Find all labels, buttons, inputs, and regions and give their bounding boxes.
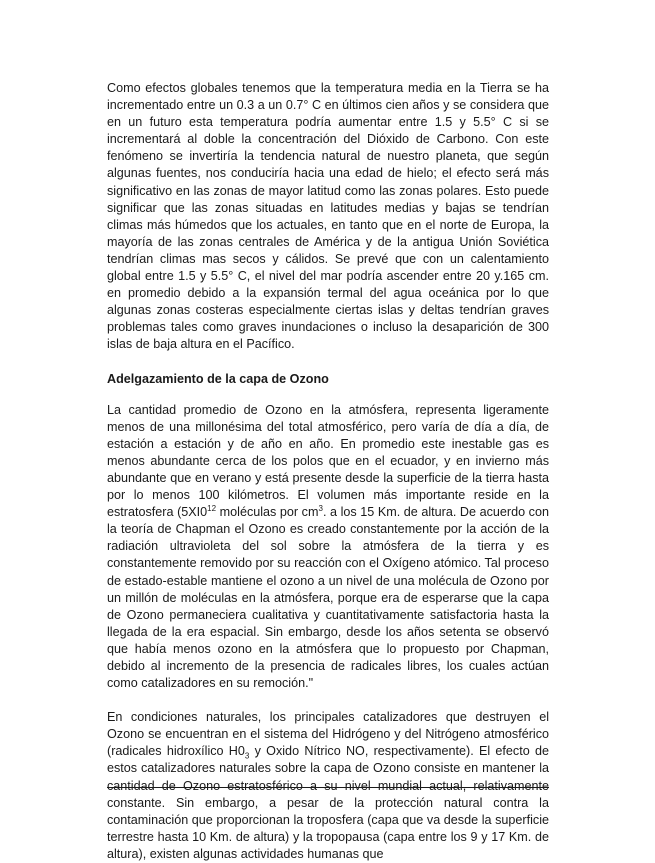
ozone-text-part1: La cantidad promedio de Ozono en la atmósfera, representa ligeramente menos de una millonésima del total atmosférico, pero varía de día a día, de estación a estación y de año en año. En promedio este inestable gas es menos abundante cerca de los polos que en el ecuador, y en invierno más abundante que en verano y está presente desde la superficie de la tierra hasta por lo menos 100 kilómetros. El volumen más importante reside en la estratosfera (5XI0 [107,402,549,520]
ozone-amount-paragraph [107,402,549,693]
document-page [107,80,549,863]
footnote-separator-line [107,787,549,788]
exponent-3: 3 [318,503,323,513]
ozone-text-part3: . a los 15 Km. de altura. De acuerdo con la teoría de Chapman el Ozono es creado constantemente por la acción de la radiación ultravioleta del sol sobre la atmósfera de la tierra y es constantemente removido por su reacción con el Oxígeno atómico. Tal proceso de estado-estable mantiene el ozono a un nivel de una molécula de Ozono por un millón de moléculas en la atmósfera, porque era de esperarse que la capa de Ozono permaneciera cualitativa y cuantitativamente satisfactoria hasta la llegada de la era espacial. Sin embargo, desde los años setenta se observó que había menos ozono en la atmósfera que lo propuesto por Chapman, debido al incremento de la presencia de radicales libres, los cuales actúan como catalizadores en su remoción." [107,505,549,691]
catalysts-text-part1: En condiciones naturales, los principales catalizadores que destruyen el Ozono se encuentran en el sistema del Hidrógeno y del Nitrógeno atmosférico (radicales hidroxílico H0 [107,710,549,759]
catalysts-text-part2: y Oxido Nítrico NO, respectivamente). El efecto de estos catalizadores naturales sobre la capa de Ozono consiste en mantener la cantidad de Ozono estratosférico a su nivel mundial actual, relativamente constante. Sin embargo, a pesar de la protección natural contra la contaminación que proporcionan la troposfera (capa que va desde la superficie terrestre hasta 10 Km. de altura) y la tropopausa (capa entre los 9 y 17 Km. de altura), existen algunas actividades humanas que [107,744,549,861]
section-heading: Adelgazamiento de la capa de Ozono [107,371,329,386]
global-effects-paragraph: Como efectos globales tenemos que la temperatura media en la Tierra se ha incrementado entre un 0.3 a un 0.7° C en últimos cien años y se considera que en un futuro esta temperatura podría aumentar entre 1.5 y 5.5° C si se incrementará al doble la concentración del Dióxido de Carbono. Con este fenómeno se invertiría la tendencia natural de nuestro planeta, que según algunas fuentes, nos conduciría hacia una edad de hielo; el efecto será más significativo en las zonas de mayor latitud como las zonas polares. Esto puede significar que las zonas situadas en latitudes medias y bajas se tendrían climas más húmedos que los actuales, en tanto que en el norte de Europa, la mayoría de las zonas centrales de América y de la antigua Unión Soviética tendrían climas mas secos y cálidos. Se prevé que con un calentamiento global entre 1.5 y 5.5° C, el nivel del mar podría ascender entre 20 y.165 cm. en promedio debido a la expansión termal del agua oceánica por lo que algunas zonas costeras especialmente ciertas islas y deltas tendrían graves problemas tales como graves inundaciones o incluso la desaparición de 300 islas de baja altura en el Pacífico. [107,81,549,352]
subscript-3: 3 [244,751,250,761]
exponent-12: 12 [207,503,217,513]
ozone-text-part2: moléculas por cm [216,505,319,520]
